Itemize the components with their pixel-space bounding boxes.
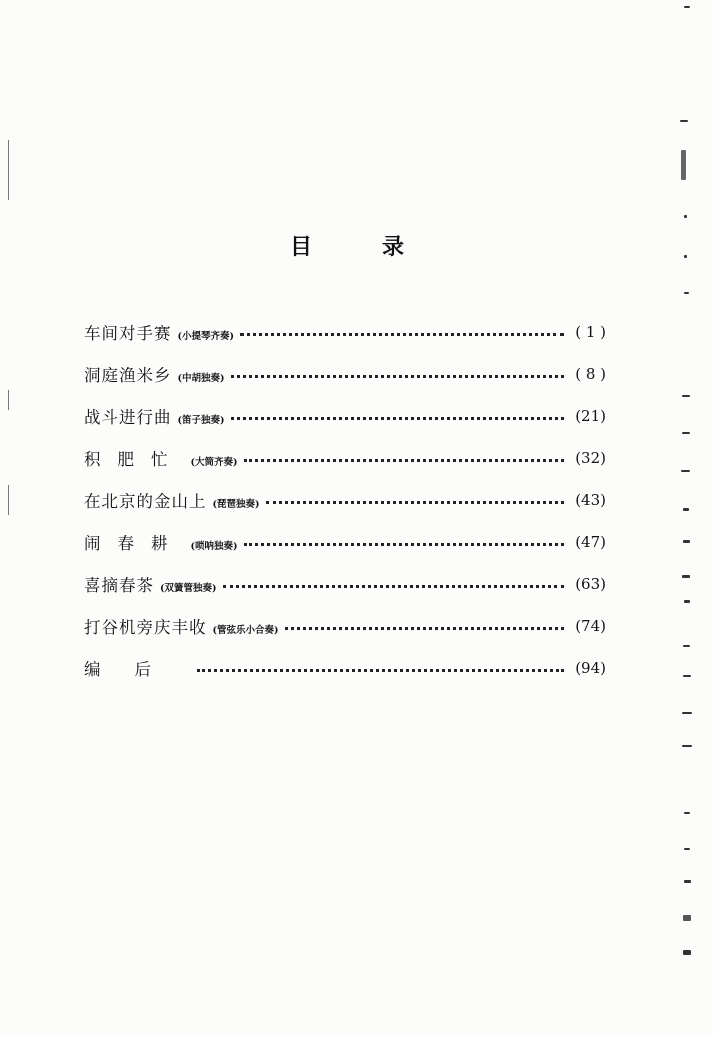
dot-leader (231, 417, 565, 420)
dot-leader (266, 501, 565, 504)
entry-note: (笛子独奏) (177, 415, 225, 426)
entry-note: (管弦乐小合奏) (212, 625, 279, 636)
toc-entry[interactable] (84, 395, 606, 437)
scan-mark (683, 915, 691, 921)
page-number: ( 1 ) (575, 323, 606, 341)
entry-title: 闹春耕 (84, 534, 185, 553)
scan-mark (684, 6, 690, 8)
scan-mark (683, 950, 691, 955)
scan-mark (684, 292, 689, 294)
entry-title: 积肥忙 (84, 450, 185, 469)
toc-entry[interactable] (84, 563, 606, 605)
dot-leader (231, 375, 565, 378)
dot-leader (244, 543, 565, 546)
entry-title: 车间对手赛 (84, 324, 172, 343)
entry-title: 编后 (84, 660, 185, 679)
toc-entry[interactable] (84, 479, 606, 521)
scan-mark (683, 508, 689, 511)
scan-mark (683, 645, 690, 647)
scan-mark (8, 485, 9, 515)
title-char-1: 目 (290, 235, 313, 260)
page-number: (47) (575, 533, 606, 551)
page-number: ( 8 ) (575, 365, 606, 383)
scan-mark (681, 470, 690, 472)
scan-mark (684, 215, 687, 218)
dot-leader (244, 459, 565, 462)
scan-mark (684, 880, 691, 883)
entry-title: 打谷机旁庆丰收 (84, 618, 207, 637)
scan-mark (8, 390, 9, 410)
scan-mark (682, 712, 692, 714)
scan-mark (682, 745, 692, 747)
scan-mark (683, 675, 691, 677)
scan-mark (684, 255, 687, 258)
scan-mark (681, 150, 686, 180)
page-number: (21) (575, 407, 606, 425)
title-char-2: 录 (382, 235, 405, 260)
entry-title: 喜摘春茶 (84, 576, 154, 595)
toc-entry[interactable] (84, 311, 606, 353)
dot-leader (240, 333, 564, 336)
page-number: (74) (575, 617, 606, 635)
scan-mark (684, 812, 690, 814)
entry-note: (中胡独奏) (177, 373, 225, 384)
scan-mark (8, 140, 9, 200)
page-number: (94) (575, 659, 606, 677)
entry-note: (双簧管独奏) (160, 583, 217, 594)
scan-mark (682, 395, 690, 397)
page-number: (32) (575, 449, 606, 467)
dot-leader (223, 585, 565, 588)
page-number: (63) (575, 575, 606, 593)
toc-entry[interactable] (84, 647, 606, 689)
scan-mark (682, 575, 690, 578)
toc-entry[interactable] (84, 437, 606, 479)
entry-title: 洞庭渔米乡 (84, 366, 172, 385)
dot-leader (285, 627, 565, 630)
toc-entry[interactable] (84, 605, 606, 647)
scan-mark (684, 848, 690, 850)
scan-mark (680, 120, 688, 122)
entry-title: 战斗进行曲 (84, 408, 172, 427)
entry-note: (小提琴齐奏) (177, 331, 234, 342)
table-of-contents (84, 311, 606, 689)
dot-leader (197, 669, 564, 672)
entry-title: 在北京的金山上 (84, 492, 207, 511)
scan-mark (684, 600, 690, 603)
entry-note: (琵琶独奏) (212, 499, 260, 510)
entry-note: (唢呐独奏) (190, 541, 238, 552)
entry-note: (大筒齐奏) (190, 457, 238, 468)
toc-entry[interactable] (84, 353, 606, 395)
page-title (290, 230, 420, 260)
scan-mark (683, 540, 690, 543)
scan-mark (682, 432, 690, 434)
page-number: (43) (575, 491, 606, 509)
toc-entry[interactable] (84, 521, 606, 563)
